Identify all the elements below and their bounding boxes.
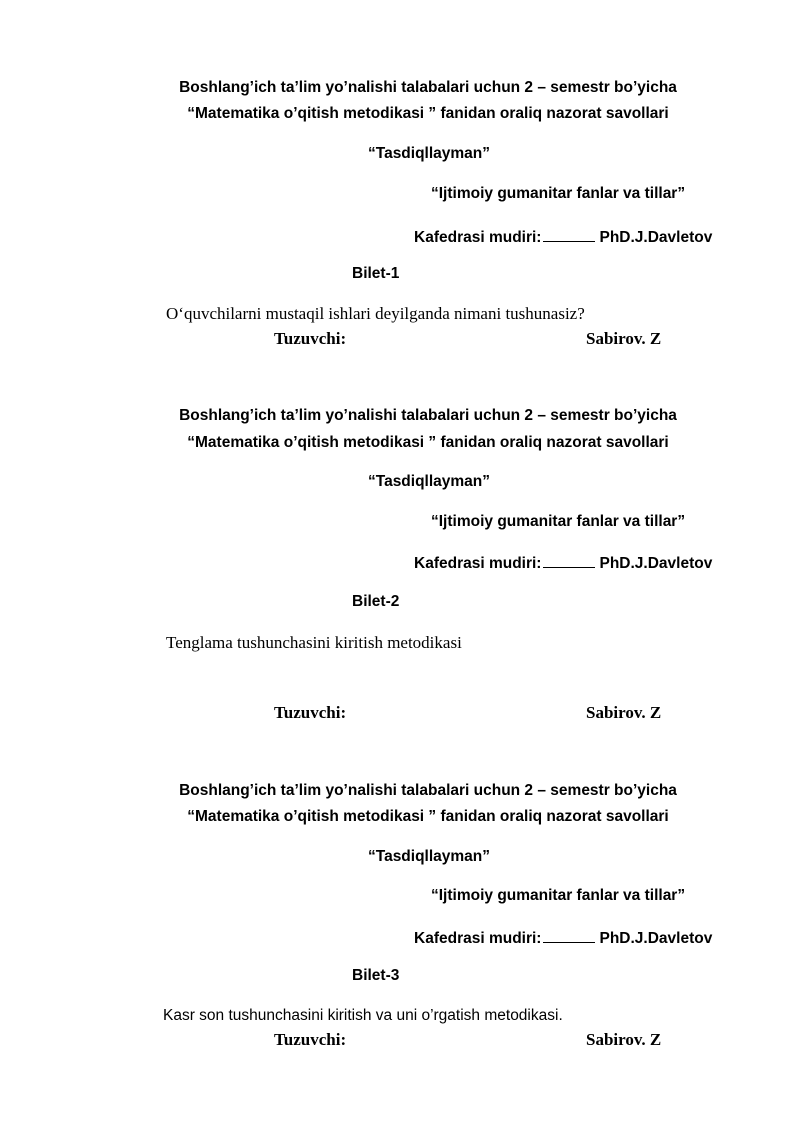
composer-name: Sabirov. Z <box>586 703 662 722</box>
ticket-number: Bilet-2 <box>352 593 400 610</box>
ticket-number: Bilet-1 <box>352 265 400 282</box>
composer-name: Sabirov. Z <box>586 329 662 348</box>
ticket-question: O‘quvchilarni mustaqil ishlari deyilganda nimani tushunasiz? <box>166 304 585 323</box>
ticket-number: Bilet-3 <box>352 967 400 984</box>
ticket-header-line1: Boshlang’ich ta’lim yo’nalishi talabalari uchun 2 – semestr bo’yicha <box>179 79 677 96</box>
department-head-line <box>414 554 712 572</box>
ticket-question: Tenglama tushunchasini kiritish metodikasi <box>166 633 462 652</box>
approval-text: “Tasdiqllayman” <box>368 473 491 490</box>
approval-text: “Tasdiqllayman” <box>368 848 491 865</box>
approval-text: “Tasdiqllayman” <box>368 145 491 162</box>
department-head-line <box>414 228 712 246</box>
composer-name: Sabirov. Z <box>586 1030 662 1049</box>
department-head-name: PhD.J.Davletov <box>599 555 713 572</box>
ticket-header-line1: Boshlang’ich ta’lim yo’nalishi talabalari uchun 2 – semestr bo’yicha <box>179 782 677 799</box>
signature-line <box>543 554 595 568</box>
ticket-header-line2: “Matematika o’qitish metodikasi ” fanidan oraliq nazorat savollari <box>187 808 669 825</box>
composer-label: Tuzuvchi: <box>274 329 347 348</box>
department-name: “Ijtimoiy gumanitar fanlar va tillar” <box>431 513 686 530</box>
ticket-header-line2: “Matematika o’qitish metodikasi ” fanidan oraliq nazorat savollari <box>187 105 669 122</box>
department-name: “Ijtimoiy gumanitar fanlar va tillar” <box>431 887 686 904</box>
department-head-name: PhD.J.Davletov <box>599 229 713 246</box>
department-head-label: Kafedrasi mudiri: <box>414 555 542 572</box>
ticket-question: Kasr son tushunchasini kiritish va uni o’rgatish metodikasi. <box>163 1007 563 1024</box>
department-head-name: PhD.J.Davletov <box>599 930 713 947</box>
ticket-header-line2: “Matematika o’qitish metodikasi ” fanidan oraliq nazorat savollari <box>187 434 669 451</box>
signature-line <box>543 228 595 242</box>
signature-line <box>543 929 595 943</box>
department-head-line <box>414 929 712 947</box>
ticket-header-line1: Boshlang’ich ta’lim yo’nalishi talabalari uchun 2 – semestr bo’yicha <box>179 407 677 424</box>
department-head-label: Kafedrasi mudiri: <box>414 229 542 246</box>
department-head-label: Kafedrasi mudiri: <box>414 930 542 947</box>
composer-label: Tuzuvchi: <box>274 1030 347 1049</box>
composer-label: Tuzuvchi: <box>274 703 347 722</box>
department-name: “Ijtimoiy gumanitar fanlar va tillar” <box>431 185 686 202</box>
